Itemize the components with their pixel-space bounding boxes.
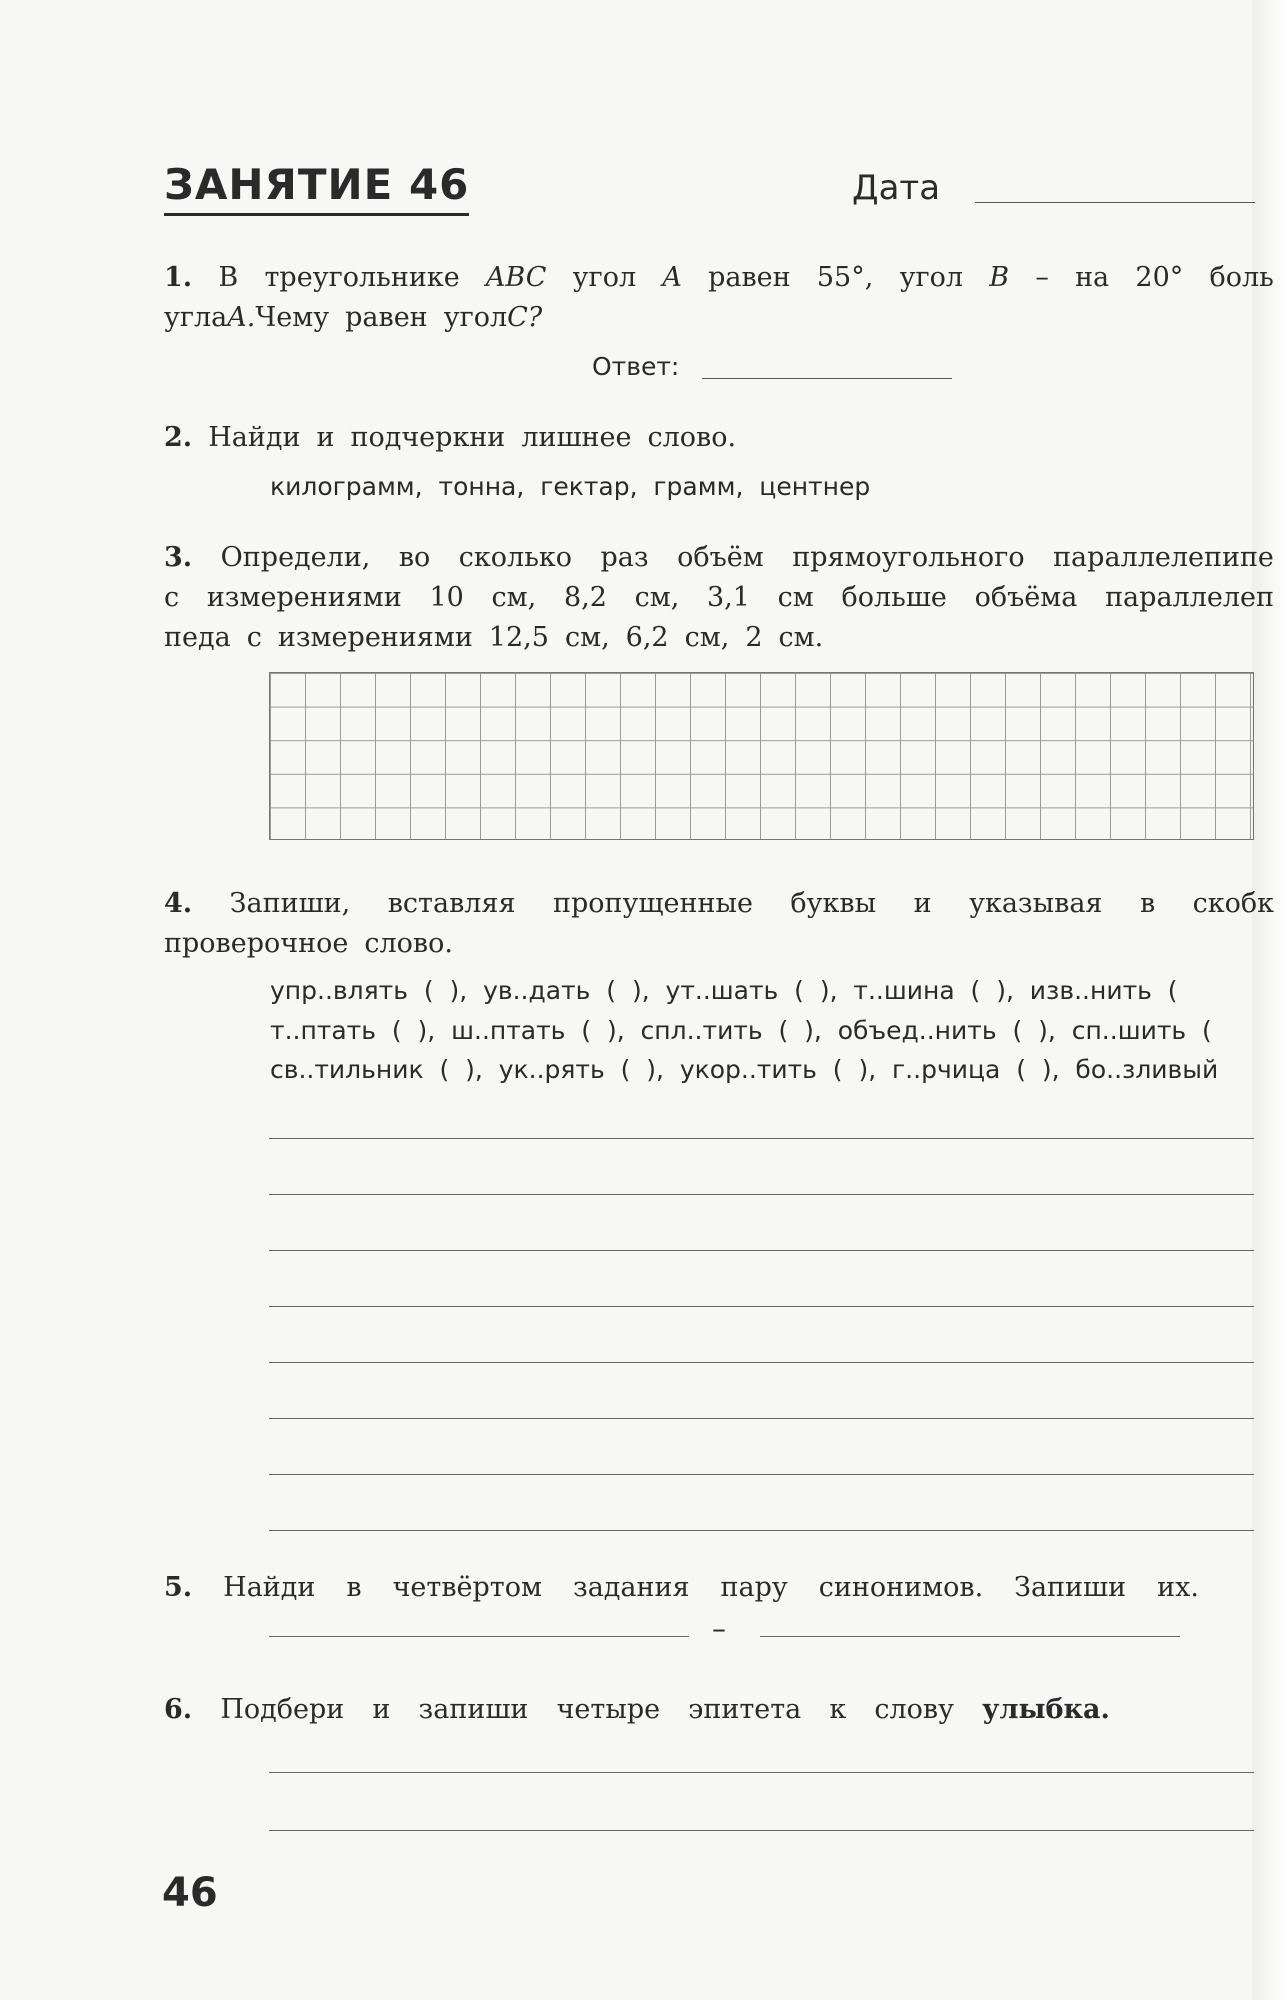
word: измерениями (206, 582, 402, 613)
word: угла (164, 302, 228, 333)
task-2 (164, 418, 1254, 458)
word: A. (227, 302, 256, 333)
task-6 (164, 1690, 1254, 1730)
word: 12,5 (488, 622, 549, 653)
word: буквы (790, 888, 877, 919)
word-list-line-1: упр..влять ( ), ув..дать ( ), ут..шать ( ), т..шина ( ), изв..нить ( (270, 976, 1178, 1005)
calculation-grid[interactable] (269, 672, 1254, 840)
word: треугольнике (264, 262, 460, 293)
word: угол (443, 302, 508, 333)
writing-line[interactable] (269, 1772, 1254, 1773)
writing-line[interactable] (269, 1138, 1254, 1139)
word: слову (874, 1694, 955, 1725)
word-list-line-3: св..тильник ( ), ук..рять ( ), укор..тить ( ), г..рчица ( ), бо..зливый (270, 1055, 1219, 1084)
word: скобк (1192, 888, 1274, 919)
word: в (1139, 888, 1156, 919)
task-3 (164, 538, 1274, 658)
word: параллелеп (1105, 582, 1274, 613)
writing-line[interactable] (269, 1250, 1254, 1251)
word: ABC (485, 262, 547, 293)
task-5 (164, 1568, 1254, 1608)
writing-line[interactable] (269, 1474, 1254, 1475)
word: равен (345, 302, 428, 333)
word: и (316, 422, 335, 453)
word: проверочное (164, 928, 349, 959)
word: в (346, 1572, 362, 1603)
word: слово. (647, 422, 737, 453)
word: пропущенные (552, 888, 753, 919)
task-number: 3. (164, 542, 193, 573)
dash: – (712, 1612, 726, 1645)
word: В (218, 262, 239, 293)
writing-line[interactable] (269, 1530, 1254, 1531)
page-number: 46 (162, 1870, 218, 1916)
word: Запиши (1014, 1572, 1127, 1603)
bold-word: улыбка. (982, 1694, 1110, 1725)
word-list: килограмм, тонна, гектар, грамм, центнер (270, 472, 871, 501)
task-number: 4. (164, 888, 193, 919)
word: Подбери (220, 1694, 345, 1725)
word: угол (572, 262, 637, 293)
date-field-line[interactable] (975, 202, 1255, 203)
word: 6,2 (625, 622, 669, 653)
word: прямоугольного (792, 542, 1025, 573)
word: запиши (418, 1694, 529, 1725)
word: пару (720, 1572, 788, 1603)
word: синонимов. (818, 1572, 984, 1603)
word: 10 (429, 582, 464, 613)
word: их. (1157, 1572, 1199, 1603)
word: 55°, (816, 262, 874, 293)
task-number: 5. (164, 1572, 193, 1603)
word: B (989, 262, 1010, 293)
word: больше (841, 582, 947, 613)
word: во (398, 542, 431, 573)
word: подчеркни (350, 422, 506, 453)
word: слово. (364, 928, 453, 959)
word-list-line-2: т..птать ( ), ш..птать ( ), спл..тить ( ), объед..нить ( ), сп..шить ( (270, 1016, 1212, 1045)
writing-line[interactable] (269, 1306, 1254, 1307)
word: с (164, 582, 180, 613)
task-number: 2. (164, 422, 193, 453)
word: четвёртом (392, 1572, 542, 1603)
word: 20° (1135, 262, 1184, 293)
writing-line[interactable] (269, 1362, 1254, 1363)
word: сколько (458, 542, 573, 573)
word: указывая (969, 888, 1103, 919)
word: четыре (556, 1694, 661, 1725)
answer-label: Ответ: (592, 352, 680, 381)
word: задания (572, 1572, 690, 1603)
word: боль (1209, 262, 1274, 293)
word: Найди (223, 1572, 316, 1603)
task-number: 6. (164, 1694, 193, 1725)
word: измерениями (277, 622, 473, 653)
word: вставляя (387, 888, 516, 919)
word: на (1075, 262, 1110, 293)
word: см. (778, 622, 824, 653)
word: педа (164, 622, 231, 653)
date-label: Дата (852, 168, 941, 208)
word: см, (634, 582, 680, 613)
word: равен (708, 262, 791, 293)
word: Найди (208, 422, 301, 453)
answer-field-line[interactable] (702, 378, 952, 379)
word: A (662, 262, 682, 293)
writing-line[interactable] (269, 1418, 1254, 1419)
writing-line[interactable] (269, 1830, 1254, 1831)
word: с (246, 622, 262, 653)
word: к (829, 1694, 847, 1725)
word: – (1035, 262, 1049, 293)
writing-line[interactable] (269, 1194, 1254, 1195)
word: Запиши, (229, 888, 351, 919)
word: эпитета (688, 1694, 802, 1725)
synonym-line-2[interactable] (760, 1636, 1180, 1637)
task-1 (164, 258, 1274, 338)
word: см (777, 582, 814, 613)
task-4 (164, 884, 1274, 964)
word: и (913, 888, 932, 919)
word: см, (491, 582, 537, 613)
word: 2 (745, 622, 763, 653)
word: раз (600, 542, 649, 573)
synonym-line-1[interactable] (269, 1636, 689, 1637)
word: см, (564, 622, 610, 653)
word: Чему (255, 302, 330, 333)
word: объём (677, 542, 764, 573)
word: 8,2 (563, 582, 607, 613)
lesson-title: ЗАНЯТИЕ 46 (164, 160, 469, 216)
word: объёма (974, 582, 1078, 613)
word: и (372, 1694, 391, 1725)
word: параллелепипе (1053, 542, 1274, 573)
task-number: 1. (164, 262, 193, 293)
word: угол (899, 262, 964, 293)
word: см, (684, 622, 730, 653)
word: лишнее (521, 422, 632, 453)
word: C? (507, 302, 543, 333)
word: Определи, (220, 542, 371, 573)
word: 3,1 (707, 582, 750, 613)
